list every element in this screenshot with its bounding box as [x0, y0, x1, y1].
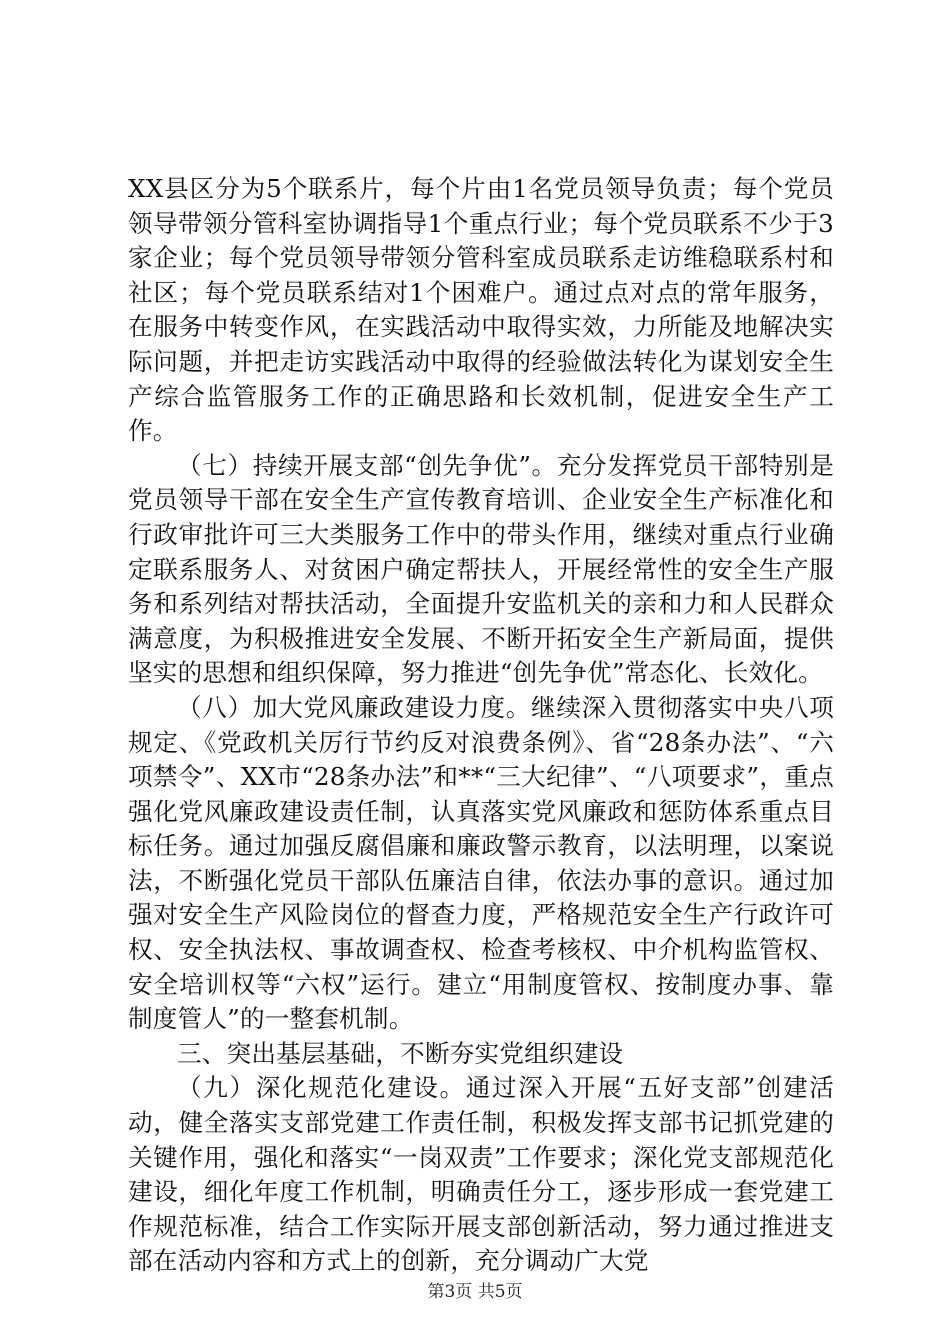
- paragraph-continuation: XX县区分为5个联系片，每个片由1名党员领导负责；每个党员领导带领分管科室协调指导1个重点行业；每个党员联系不少于3家企业；每个党员领导带领分管科室成员联系走访维稳联系村和社区；每个党员联系结对1个困难户。通过点对点的常年服务，在服务中转变作风，在实践活动中取得实效，力所能及地解决实际问题，并把走访实践活动中取得的经验做法转化为谋划安全生产综合监管服务工作的正确思路和长效机制，促进安全生产工作。: [128, 174, 834, 446]
- section-heading-3: 三、突出基层基础，不断夯实党组织建设: [177, 1038, 624, 1068]
- paragraph-section-7: （七）持续开展支部“创先争优”。充分发挥党员干部特别是党员领导干部在安全生产宣传教育培训、企业安全生产标准化和行政审批许可三大类服务工作中的带头作用，继续对重点行业确定联系服务人、对贫困户确定帮扶人，开展经常性的安全生产服务和系列结对帮扶活动，全面提升安监机关的亲和力和人民群众满意度，为积极推进安全发展、不断开拓安全生产新局面，提供坚实的思想和组织保障，努力推进“创先争优”常态化、长效化。: [128, 450, 834, 688]
- document-body: [128, 172, 834, 1279]
- paragraph-section-8: （八）加大党风廉政建设力度。继续深入贯彻落实中央八项规定、《党政机关厉行节约反对浪费条例》、省“28条办法”、“六项禁令”、XX市“28条办法”和**“三大纪律”、“八项要求”，重点强化党风廉政建设责任制，认真落实党风廉政和惩防体系重点目标任务。通过加强反腐倡廉和廉政警示教育，以法明理，以案说法，不断强化党员干部队伍廉洁自律，依法办事的意识。通过加强对安全生产风险岗位的督查力度，严格规范安全生产行政许可权、安全执法权、事故调查权、检查考核权、中介机构监管权、安全培训权等“六权”运行。建立“用制度管权、按制度办事、靠制度管人”的一整套机制。: [128, 692, 834, 1034]
- page-footer: 第3页 共5页: [427, 1282, 523, 1302]
- paragraph-section-9: （九）深化规范化建设。通过深入开展“五好支部”创建活动，健全落实支部党建工作责任制，积极发挥支部书记抓党建的关键作用，强化和落实“一岗双责”工作要求；深化党支部规范化建设，细化年度工作机制，明确责任分工，逐步形成一套党建工作规范标准，结合工作实际开展支部创新活动，努力通过推进支部在活动内容和方式上的创新，充分调动广大党: [128, 1073, 834, 1276]
